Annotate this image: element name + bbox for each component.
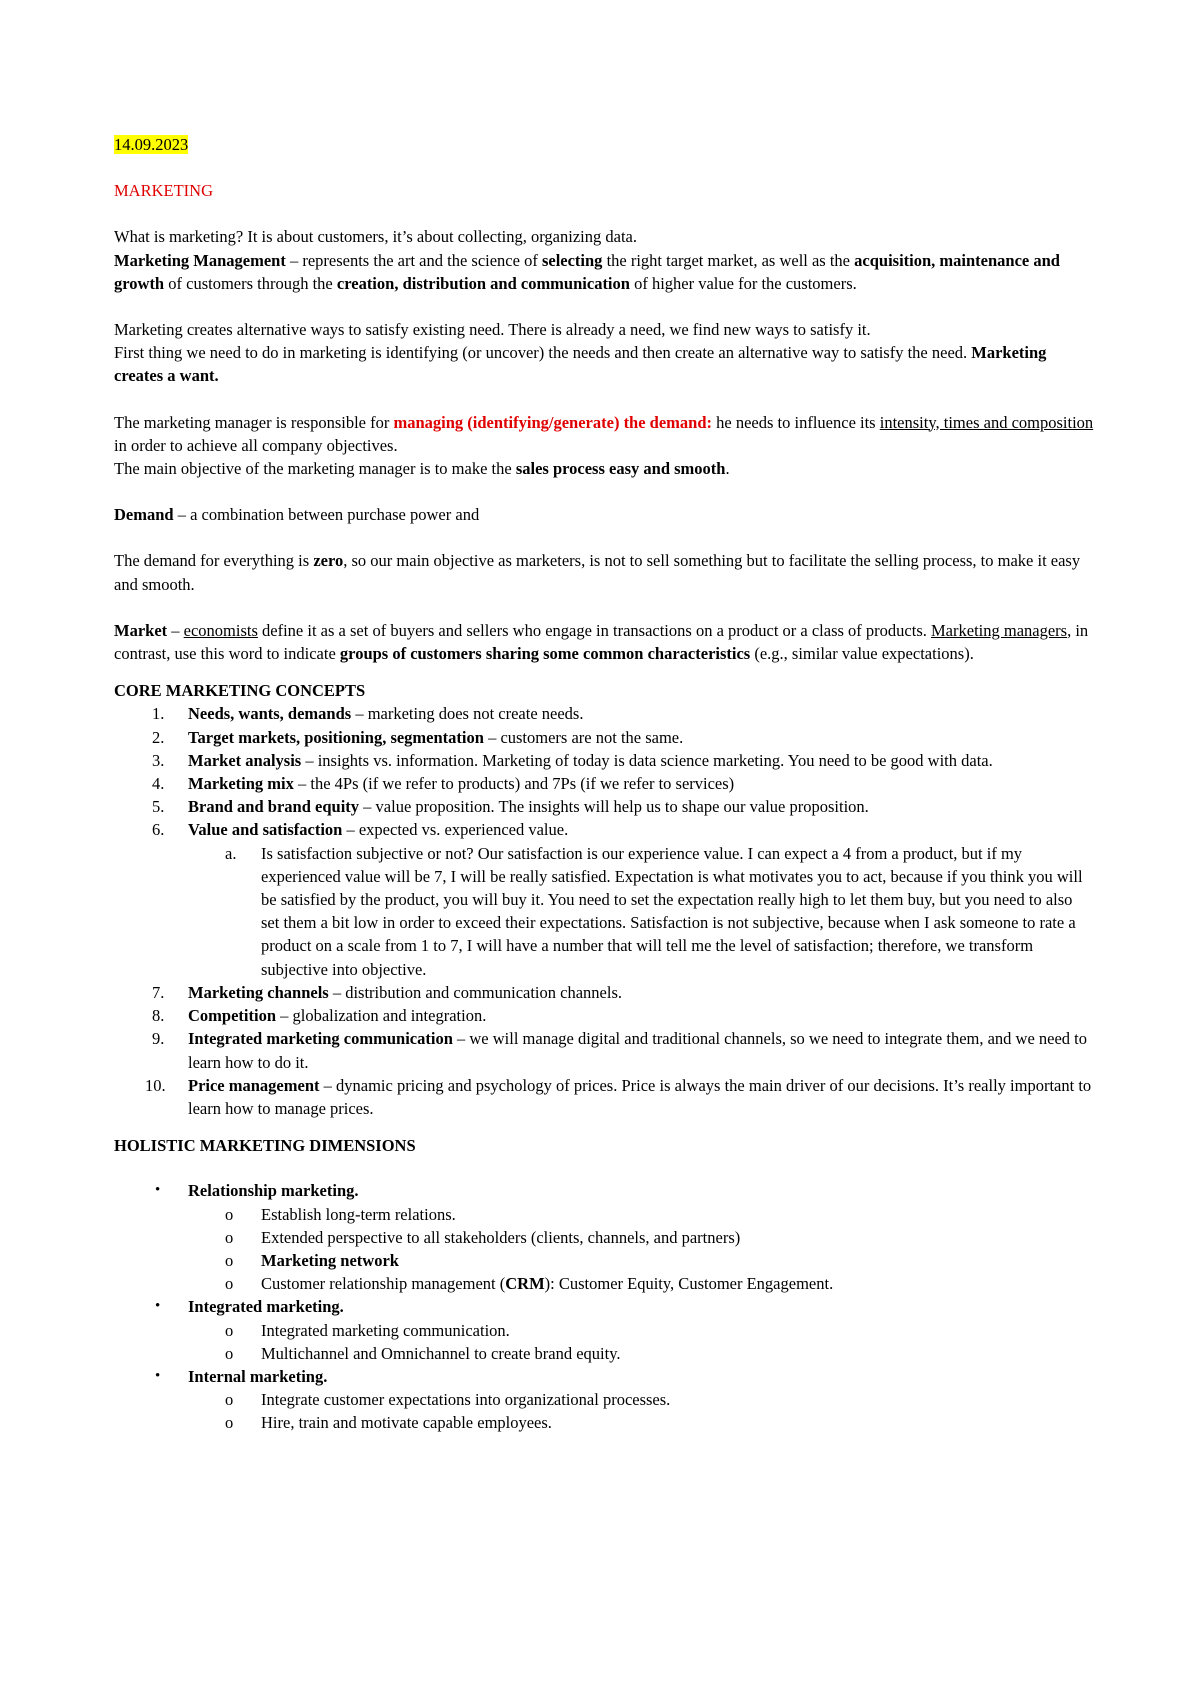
highlighted-date: 14.09.2023 bbox=[114, 135, 189, 154]
sub-list-item: o Extended perspective to all stakeholders (clients, channels, and partners) bbox=[114, 1226, 1094, 1249]
circle-bullet-icon: o bbox=[225, 1250, 234, 1270]
sub-list-item: o Integrated marketing communication. bbox=[114, 1319, 1094, 1342]
list-item: 1. Needs, wants, demands – marketing does not create needs. bbox=[152, 704, 584, 724]
sub-list bbox=[188, 1388, 1094, 1434]
sub-list-item: o Establish long-term relations. bbox=[114, 1203, 1094, 1226]
list-item: 2. Target markets, positioning, segmentation – customers are not the same. bbox=[152, 727, 684, 747]
list-item: 6. Value and satisfaction – expected vs. experienced value. a. Is satisfaction subjective or not? Our satisfaction is our experience value. I can expect a 4 from a product, but if my experienced value will be 7, I will be really satisfied. Expectation is what motivates you to act, because if you think you will be satisfied by the product, you will buy it. You need to set the expectation really high to let them buy, but you need to also set them a bit low in order to exceed their expectations. Satisfaction is not subjective, because when I ask someone to rate a product on a scale from 1 to 7, I will have a number that will tell me the level of satisfaction; therefore, we transform subjective into objective. bbox=[114, 818, 1094, 980]
sub-list-item: o Hire, train and motivate capable employees. bbox=[114, 1411, 1094, 1434]
sub-list bbox=[114, 842, 1094, 981]
circle-bullet-icon: o bbox=[225, 1320, 234, 1340]
manager-paragraph: The marketing manager is responsible for managing (identifying/generate) the demand: he needs to influence its intensity, times and composition in order to achieve all company objectives. bbox=[114, 412, 1094, 455]
market-definition: Market – economists define it as a set of buyers and sellers who engage in transactions on a product or a class of products. Marketing managers, in contrast, use this word to indicate groups of customers sharing some common characteristics (e.g., similar value expectations). bbox=[114, 620, 1089, 664]
sub-list bbox=[188, 1203, 1094, 1296]
list-item: • Integrated marketing. o Integrated marketing communication. o Multichannel and Omnichannel to create brand equity. bbox=[114, 1295, 1094, 1365]
list-item: • Internal marketing. o Integrate customer expectations into organizational processes. o Hire, train and motivate capable employees. bbox=[114, 1365, 1094, 1435]
sub-list-item: o Multichannel and Omnichannel to create brand equity. bbox=[114, 1342, 1094, 1365]
bullet-icon: • bbox=[155, 1298, 161, 1315]
date-line bbox=[114, 133, 1094, 156]
core-concepts-list bbox=[114, 702, 1094, 1120]
list-item: 5. Brand and brand equity – value proposition. The insights will help us to shape our value proposition. bbox=[152, 797, 869, 817]
demand-definition: Demand – a combination between purchase power and bbox=[114, 505, 480, 525]
holistic-heading: HOLISTIC MARKETING DIMENSIONS bbox=[114, 1136, 416, 1156]
marketing-management-definition: Marketing Management – represents the art and the science of selecting the right target market, as well as the acquisition, maintenance and growth of customers through the creation, distribution and communication of higher value for the customers. bbox=[114, 250, 1060, 293]
core-concepts-heading: CORE MARKETING CONCEPTS bbox=[114, 681, 366, 701]
sub-list-item: a. Is satisfaction subjective or not? Our satisfaction is our experience value. I can expect a 4 from a product, but if my experienced value will be 7, I will be really satisfied. Expectation is what motivates you to act, because if you think you will be satisfied by the product, you will buy it. You need to set the expectation really high to let them buy, but you need to also set them a bit low in order to exceed their expectations. Satisfaction is not subjective, because when I ask someone to rate a product on a scale from 1 to 7, I will have a number that will tell me the level of satisfaction; therefore, we transform subjective into objective. bbox=[225, 843, 1083, 979]
sub-list bbox=[188, 1319, 1094, 1365]
circle-bullet-icon: o bbox=[225, 1343, 234, 1363]
circle-bullet-icon: o bbox=[225, 1390, 234, 1410]
document-page bbox=[114, 133, 1094, 1435]
circle-bullet-icon: o bbox=[225, 1204, 234, 1224]
list-item: 7. Marketing channels – distribution and communication channels. bbox=[152, 982, 622, 1002]
sub-list-item: o Customer relationship management (CRM): Customer Equity, Customer Engagement. bbox=[114, 1272, 1094, 1295]
main-objective-line: The main objective of the marketing manager is to make the sales process easy and smooth. bbox=[114, 459, 730, 479]
sub-list-item: o Integrate customer expectations into organizational processes. bbox=[114, 1388, 1094, 1411]
list-item: 10. Price management – dynamic pricing and psychology of prices. Price is always the main driver of our decisions. It’s really important to learn how to manage prices. bbox=[145, 1075, 1092, 1118]
circle-bullet-icon: o bbox=[225, 1413, 234, 1433]
intro-line: What is marketing? It is about customers, it’s about collecting, organizing data. bbox=[114, 227, 637, 247]
doc-title: MARKETING bbox=[114, 181, 213, 201]
sub-list-item: o Marketing network bbox=[114, 1249, 1094, 1272]
holistic-list bbox=[114, 1179, 1094, 1434]
list-item: 4. Marketing mix – the 4Ps (if we refer to products) and 7Ps (if we refer to services) bbox=[152, 774, 735, 794]
first-thing-paragraph: First thing we need to do in marketing is identifying (or uncover) the needs and then create an alternative way to satisfy the need. Marketing creates a want. bbox=[114, 343, 1047, 386]
list-item: • Relationship marketing. o Establish long-term relations. o Extended perspective to all stakeholders (clients, channels, and partners) o Marketing network o Customer relationship management (CRM): Customer Equity, Customer Engagement. bbox=[114, 1179, 1094, 1295]
alt-ways-line: Marketing creates alternative ways to satisfy existing need. There is already a need, we find new ways to satisfy it. bbox=[114, 320, 871, 340]
circle-bullet-icon: o bbox=[225, 1274, 234, 1294]
list-item: 9. Integrated marketing communication – we will manage digital and traditional channels, so we need to integrate them, and we need to learn how to do it. bbox=[152, 1029, 1088, 1072]
circle-bullet-icon: o bbox=[225, 1227, 234, 1247]
list-item: 3. Market analysis – insights vs. information. Marketing of today is data science marketing. You need to be good with data. bbox=[152, 750, 993, 770]
list-item: 8. Competition – globalization and integration. bbox=[152, 1006, 487, 1026]
bullet-icon: • bbox=[155, 1367, 161, 1384]
bullet-icon: • bbox=[155, 1182, 161, 1199]
demand-zero-paragraph: The demand for everything is zero, so our main objective as marketers, is not to sell something but to facilitate the selling process, to make it easy and smooth. bbox=[114, 551, 1081, 594]
